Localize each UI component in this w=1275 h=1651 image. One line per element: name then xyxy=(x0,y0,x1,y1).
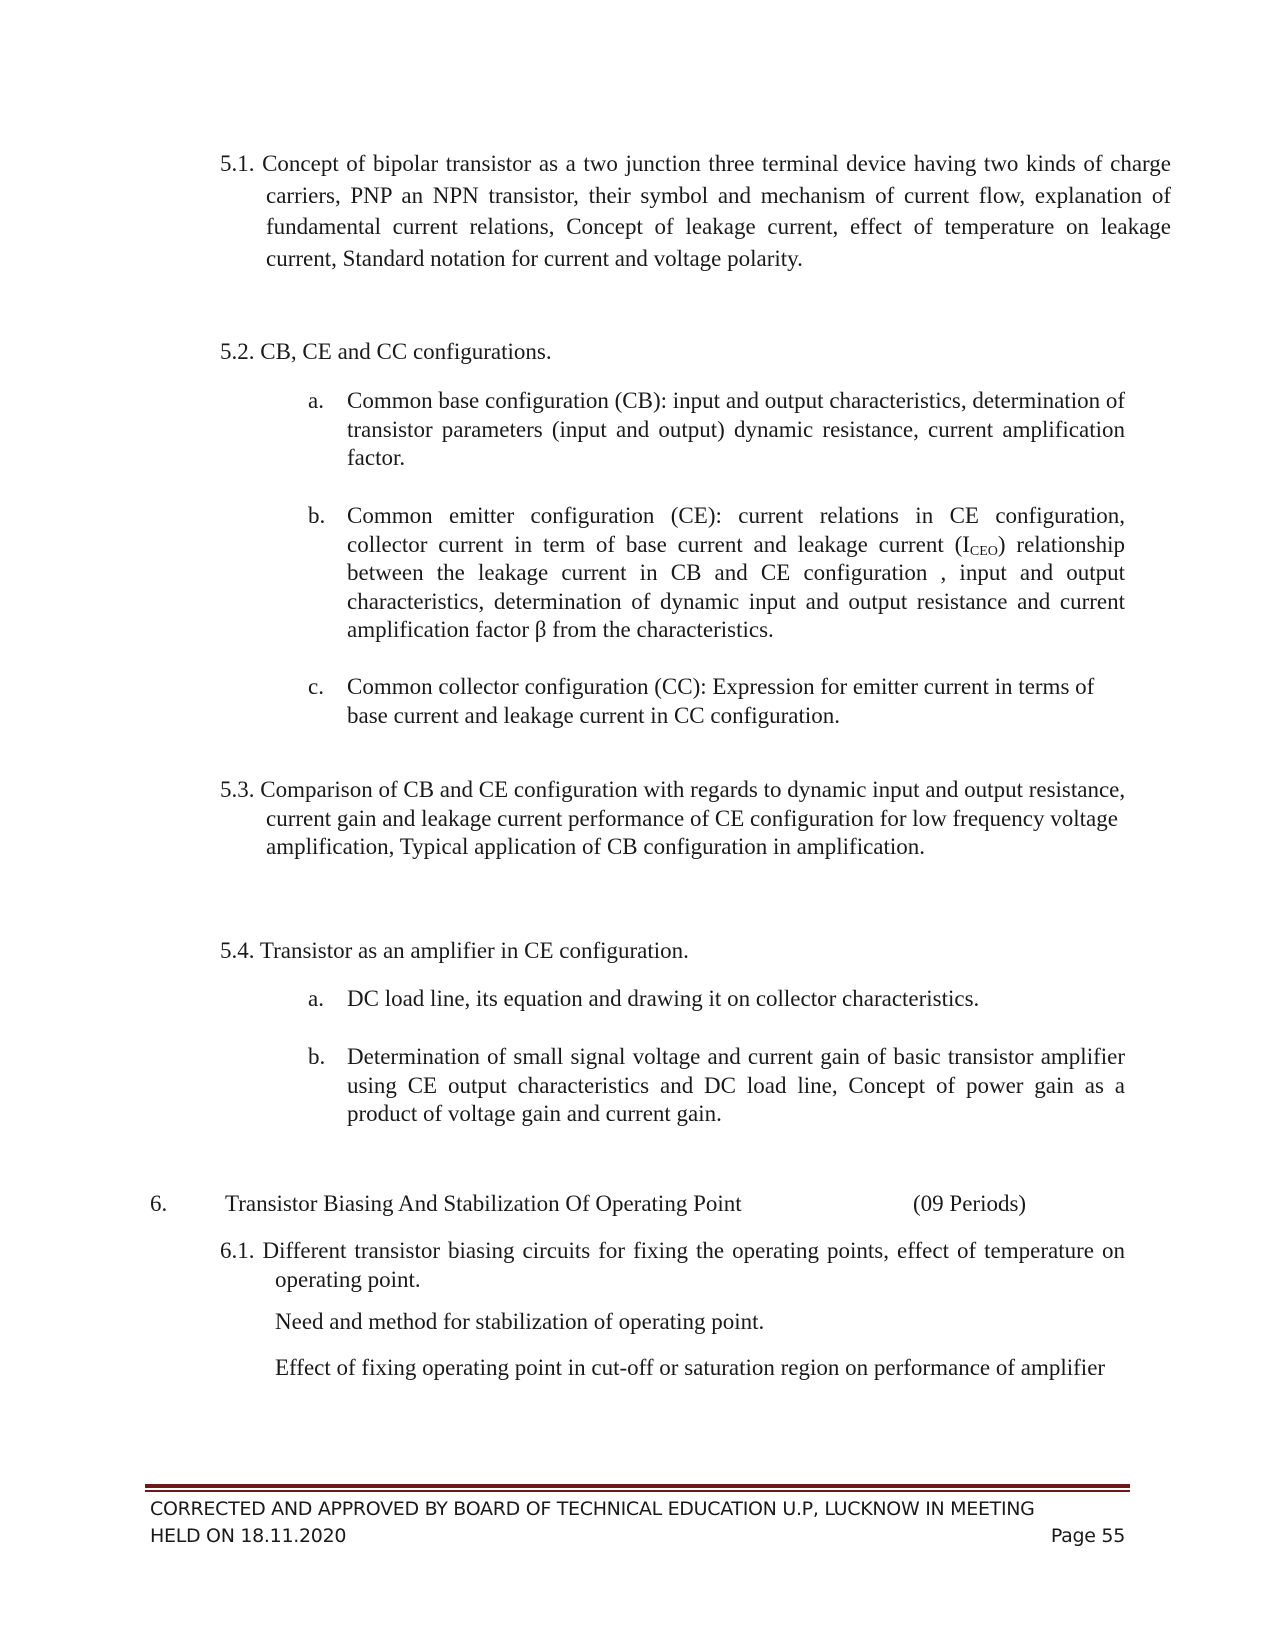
section-5-2-list xyxy=(308,502,1125,645)
item-text-post: ) relationship between the leakage current in CB and CE configuration , input and output characteristics, determination of dynamic input and output resistance and current amplification factor β from the characteristics. xyxy=(347,531,1125,642)
section-text: Transistor as an amplifier in CE configuration. xyxy=(259,938,689,963)
section-title: Transistor Biasing And Stabilization Of Operating Point xyxy=(225,1191,742,1216)
section-periods: (09 Periods) xyxy=(913,1191,1027,1216)
section-6-1-paragraph xyxy=(275,1306,1125,1338)
section-5-2-list xyxy=(308,673,1125,730)
list-item xyxy=(308,502,1125,645)
subscript-ceo: CEO xyxy=(969,543,998,559)
list-item xyxy=(308,673,1125,730)
section-5-2 xyxy=(220,336,1125,368)
section-number: 6.1. xyxy=(220,1238,255,1263)
item-marker: b. xyxy=(308,503,326,528)
item-text: Determination of small signal voltage and current gain of basic transistor amplifier using CE output characteristics and DC load line, Concept of power gain as a product of voltage gain and current gain. xyxy=(347,1044,1125,1126)
section-5-4 xyxy=(220,935,1125,967)
section-5-1 xyxy=(220,148,1171,274)
paragraph-text: Need and method for stabilization of operating point. xyxy=(275,1309,765,1334)
section-text: Concept of bipolar transistor as a two junction three terminal device having two kinds of charge carriers, PNP an NPN transistor, their symbol and mechanism of current flow, explanation of fundamental current relations, Concept of leakage current, effect of temperature on leakage current, Standard notation for current and voltage polarity. xyxy=(262,151,1172,271)
list-item xyxy=(308,985,1125,1014)
item-text: Common collector configuration (CC): Expression for emitter current in terms of base current and leakage current in CC configuration. xyxy=(347,674,1095,728)
item-marker: b. xyxy=(308,1044,326,1069)
item-marker: c. xyxy=(308,674,324,699)
item-text-pre: Common emitter configuration (CE): current relations in CE configuration, collector current in term of base current and leakage current (I xyxy=(347,503,1125,557)
section-number: 5.1. xyxy=(220,151,255,176)
footer-rule xyxy=(145,1484,1130,1488)
list-item xyxy=(308,1043,1125,1129)
section-number: 6. xyxy=(150,1191,168,1216)
item-marker: a. xyxy=(308,986,324,1011)
page-number: Page 55 xyxy=(1050,1525,1125,1547)
item-text: DC load line, its equation and drawing it on collector characteristics. xyxy=(347,986,980,1011)
section-5-3 xyxy=(220,776,1171,862)
footer-date: HELD ON 18.11.2020 xyxy=(150,1525,347,1547)
section-6-1-paragraph xyxy=(275,1354,1125,1383)
item-text: Common base configuration (CB): input and output characteristics, determination of transistor parameters (input and output) dynamic resistance, current amplification factor. xyxy=(347,388,1125,470)
footer-line-1: CORRECTED AND APPROVED BY BOARD OF TECHNICAL EDUCATION U.P, LUCKNOW IN MEETING xyxy=(150,1498,1035,1520)
section-number: 5.3. xyxy=(220,777,255,802)
section-text: CB, CE and CC configurations. xyxy=(260,339,552,364)
section-text: Different transistor biasing circuits for fixing the operating points, effect of temperature on operating point. xyxy=(262,1238,1126,1292)
section-number: 5.2. xyxy=(220,339,255,364)
list-item xyxy=(308,387,1125,473)
item-marker: a. xyxy=(308,388,324,413)
footer-line-2 xyxy=(150,1523,1125,1550)
section-text: Comparison of CB and CE configuration with regards to dynamic input and output resistance, current gain and leakage current performance of CE configuration for low frequency voltage amplification, Typical application of CB configuration in amplification. xyxy=(260,777,1126,859)
page-footer xyxy=(150,1496,1125,1550)
paragraph-text: Effect of fixing operating point in cut-off or saturation region on performance of amplifier xyxy=(275,1355,1106,1380)
section-5-4-list xyxy=(308,985,1125,1014)
section-5-4-list xyxy=(308,1043,1125,1129)
section-5-2-list xyxy=(308,387,1125,473)
footer-rule-thin xyxy=(145,1490,1130,1492)
section-6-1 xyxy=(220,1237,1125,1294)
section-number: 5.4. xyxy=(220,938,255,963)
